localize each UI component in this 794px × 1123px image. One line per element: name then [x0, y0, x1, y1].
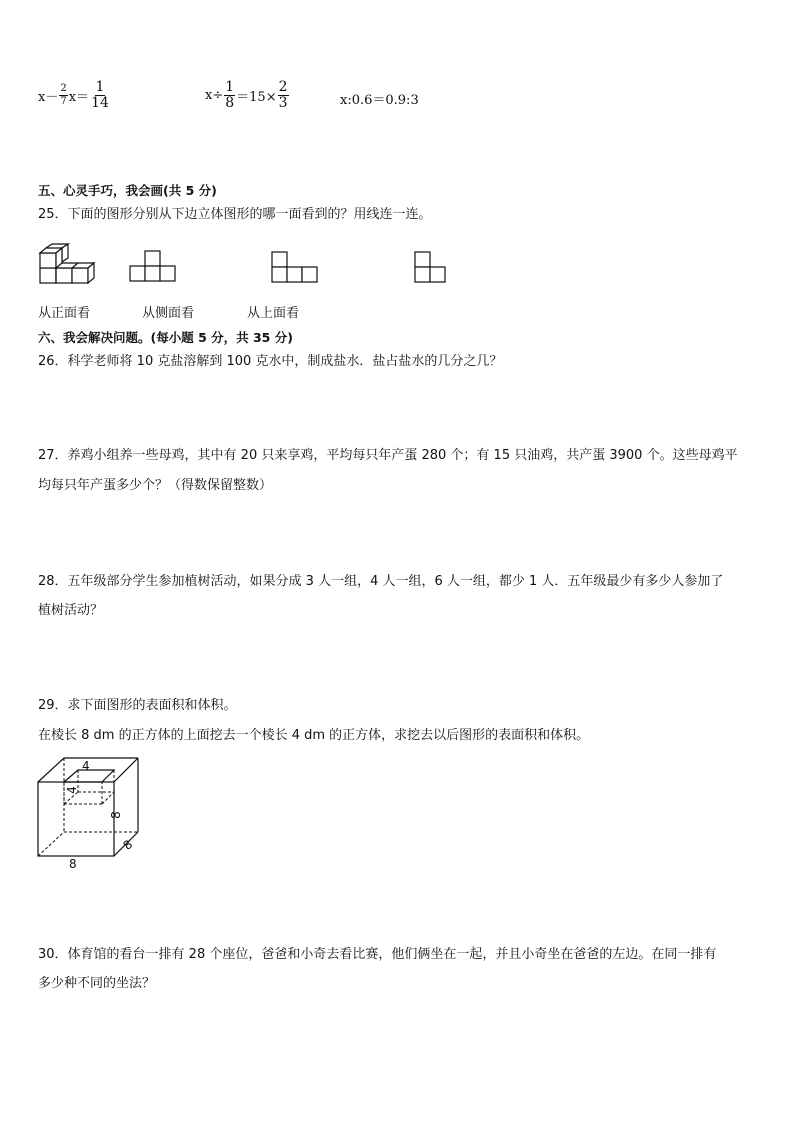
question-26: 26．科学老师将 10 克盐溶解到 100 克水中，制成盐水．盐占盐水的几分之几？	[38, 354, 503, 369]
equation-3-text: x:0.6＝0.9:3	[340, 93, 419, 108]
question-28-line-2: 植树活动？	[38, 603, 104, 618]
equation-2	[205, 80, 290, 111]
cube-label-outer-bottom: 8	[69, 857, 77, 871]
cube-label-outer-right: 8	[108, 811, 123, 819]
stacked-cubes-figure	[38, 244, 102, 288]
question-27-line-2: 均每只年产蛋多少个？（得数保留整数）	[38, 478, 273, 493]
question-27-line-1: 27．养鸡小组养一些母鸡，其中有 20 只来享鸡，平均每只年产蛋 280 个；有 15 只油鸡，共产蛋 3900 个。这些母鸡平	[38, 448, 738, 463]
equation-2-fraction-a: $\frac{1}{8}$	[225, 79, 235, 111]
top-view-figure	[415, 250, 447, 286]
caption-front-view: 从正面看	[38, 306, 91, 321]
equation-3	[340, 89, 419, 108]
question-29-line-1: 29．求下面图形的表面积和体积。	[38, 698, 237, 713]
equation-1-middle: x＝	[68, 90, 90, 105]
side-view-figure	[272, 250, 318, 284]
caption-top-view: 从上面看	[247, 306, 300, 321]
front-view-figure	[130, 249, 176, 283]
question-30-line-1: 30．体育馆的看台一排有 28 个座位，爸爸和小奇去看比赛，他们俩坐在一起，并且小奇坐在爸爸的左边。在同一排有	[38, 947, 717, 962]
equation-2-fraction-b: $\frac{2}{3}$	[278, 79, 288, 111]
cube-with-hole-figure	[36, 756, 146, 872]
caption-side-view: 从侧面看	[142, 306, 195, 321]
equation-1-prefix: x－	[38, 90, 59, 105]
question-30-line-2: 多少种不同的坐法？	[38, 976, 156, 991]
equation-1	[38, 80, 111, 111]
equation-1-fraction-b: $\frac{1}{14}$	[91, 79, 109, 111]
equation-2-middle: ＝15×	[236, 90, 277, 105]
cube-label-outer-depth: 8	[120, 837, 136, 853]
section-6-heading: 六、我会解决问题。(每小题 5 分，共 35 分)	[38, 330, 293, 345]
equation-2-prefix: x÷	[205, 88, 224, 103]
cube-label-inner-side: 4	[64, 786, 79, 794]
question-29-line-2: 在棱长 8 dm 的正方体的上面挖去一个棱长 4 dm 的正方体，求挖去以后图形的表面积和体积。	[38, 728, 590, 743]
question-25: 25．下面的图形分别从下边立体图形的哪一面看到的？用线连一连。	[38, 207, 432, 222]
question-28-line-1: 28．五年级部分学生参加植树活动，如果分成 3 人一组，4 人一组，6 人一组，都少 1 人．五年级最少有多少人参加了	[38, 574, 724, 589]
equation-1-fraction-a: $\frac{2}{7}$	[60, 83, 67, 107]
cube-label-inner-top: 4	[82, 759, 90, 773]
section-5-heading: 五、心灵手巧，我会画(共 5 分)	[38, 183, 217, 198]
